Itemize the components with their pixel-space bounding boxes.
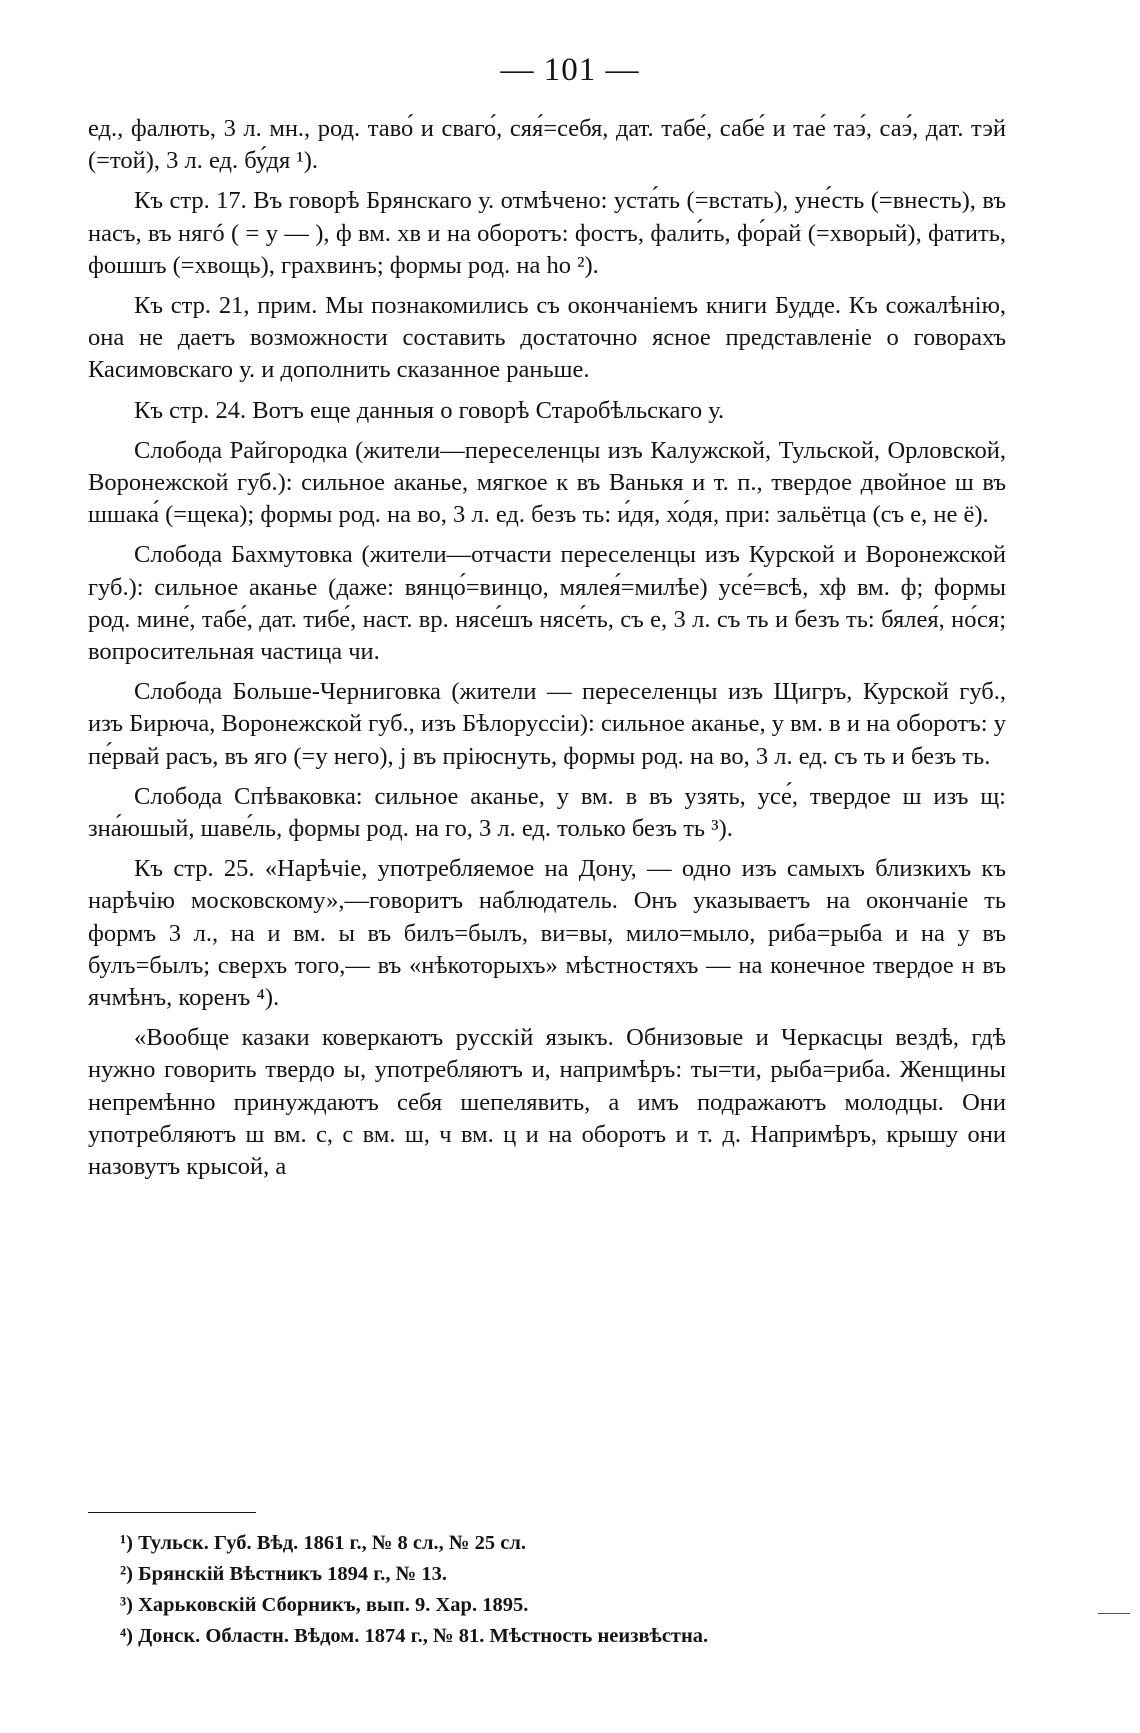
footnote: ³) Харьковскій Сборникъ, вып. 9. Хар. 1895. (120, 1594, 529, 1616)
paragraph-continuation: ед., фалють, 3 л. мн., род. таво́ и сваго́, сяя́=себя, дат. табе́, сабе́ и тае́ таэ́, саэ́, дат. тэй (=той), 3 л. ед. бу́дя ¹). (88, 115, 1006, 175)
paragraph: Къ стр. 25. «Нарѣчіе, употребляемое на Дону, — одно изъ самыхъ близкихъ къ нарѣчію московскому»,—говоритъ наблюдатель. Онъ указываетъ на окончаніе ть формъ 3 л., на и вм. ы въ билъ=былъ, ви=вы, мило=мыло, риба=рыба и на у въ булъ=былъ; сверхъ того,— въ «нѣкоторыхъ» мѣстностяхъ — на конечное твердое н въ ячмѣнъ, коренъ ⁴). (88, 855, 1006, 1012)
paragraph: Слобода Спѣваковка: сильное аканье, у вм. в въ узять, усе́, твердое ш изъ щ: зна́юшый, шаве́ль, формы род. на го, 3 л. ед. только безъ ть ³). (88, 782, 1006, 843)
footnote-separator (88, 1512, 256, 1513)
footnote: ⁴) Донск. Областн. Вѣдом. 1874 г., № 81. Мѣстность неизвѣстна. (120, 1625, 709, 1647)
paragraph: «Вообще казаки коверкаютъ русскій языкъ. Обнизовые и Черкасцы вездѣ, гдѣ нужно говорить твердо ы, употребляютъ и, напримѣръ: ты=ти, рыба=риба. Женщины непремѣнно принуждаютъ себя шепелявить, а имъ подражаютъ молодцы. Они употребляютъ ш вм. с, с вм. ш, ч вм. ц и на оборотъ и т. д. Напримѣръ, крышу они назовутъ крысой, а (88, 1024, 1006, 1181)
margin-dash (1098, 1613, 1130, 1614)
footnote: ²) Брянскій Вѣстникъ 1894 г., № 13. (120, 1563, 447, 1585)
page-number: — 101 — (500, 52, 640, 88)
paragraph: Къ стр. 21, прим. Мы познакомились съ окончаніемъ книги Будде. Къ сожалѣнію, она не даетъ возможности составить достаточно ясное представленіе о говорахъ Касимовскаго у. и дополнить сказанное раньше. (88, 292, 1006, 384)
paragraph: Слобода Бахмутовка (жители—отчасти переселенцы изъ Курской и Воронежской губ.): сильное аканье (даже: вянцо́=винцо, мялея́=милѣе) усе́=всѣ, хф вм. ф; формы род. мине́, табе́, дат. тибе́, наст. вр. нясе́шъ нясе́ть, съ е, 3 л. съ ть и безъ ть: бялея́, но́ся; вопросительная частица чи. (88, 541, 1006, 666)
footnotes (120, 1528, 1000, 1652)
paragraph: Слобода Больше-Черниговка (жители — переселенцы изъ Щигръ, Курской губ., изъ Бирюча, Воронежской губ., изъ Бѣлоруссіи): сильное аканье, у вм. в и на оборотъ: у пе́рвай расъ, въ яго (=у него), j въ пріюснуть, формы род. на во, 3 л. ед. съ ть и безъ ть. (88, 678, 1006, 770)
paragraph: Къ стр. 24. Вотъ еще данныя о говорѣ Старобѣльскаго у. (134, 396, 725, 424)
footnote: ¹) Тульск. Губ. Вѣд. 1861 г., № 8 сл., № 25 сл. (120, 1532, 526, 1554)
paragraph: Къ стр. 17. Въ говорѣ Брянскаго у. отмѣчено: уста́ть (=встать), уне́сть (=внесть), въ насъ, въ нягó ( = у — ), ф вм. хв и на оборотъ: фостъ, фали́ть, фо́рай (=хворый), фатить, фошшъ (=хвощь), грахвинъ; формы род. на ho ²). (88, 187, 1006, 279)
main-text (88, 113, 1006, 1191)
paragraph: Слобода Райгородка (жители—переселенцы изъ Калужской, Тульской, Орловской, Воронежской губ.): сильное аканье, мягкое к въ Ванькя и т. п., твердое двойное ш въ шшака́ (=щека); формы род. на во, 3 л. ед. безъ ть: и́дя, хо́дя, при: зальётца (съ е, не ё). (88, 436, 1006, 529)
